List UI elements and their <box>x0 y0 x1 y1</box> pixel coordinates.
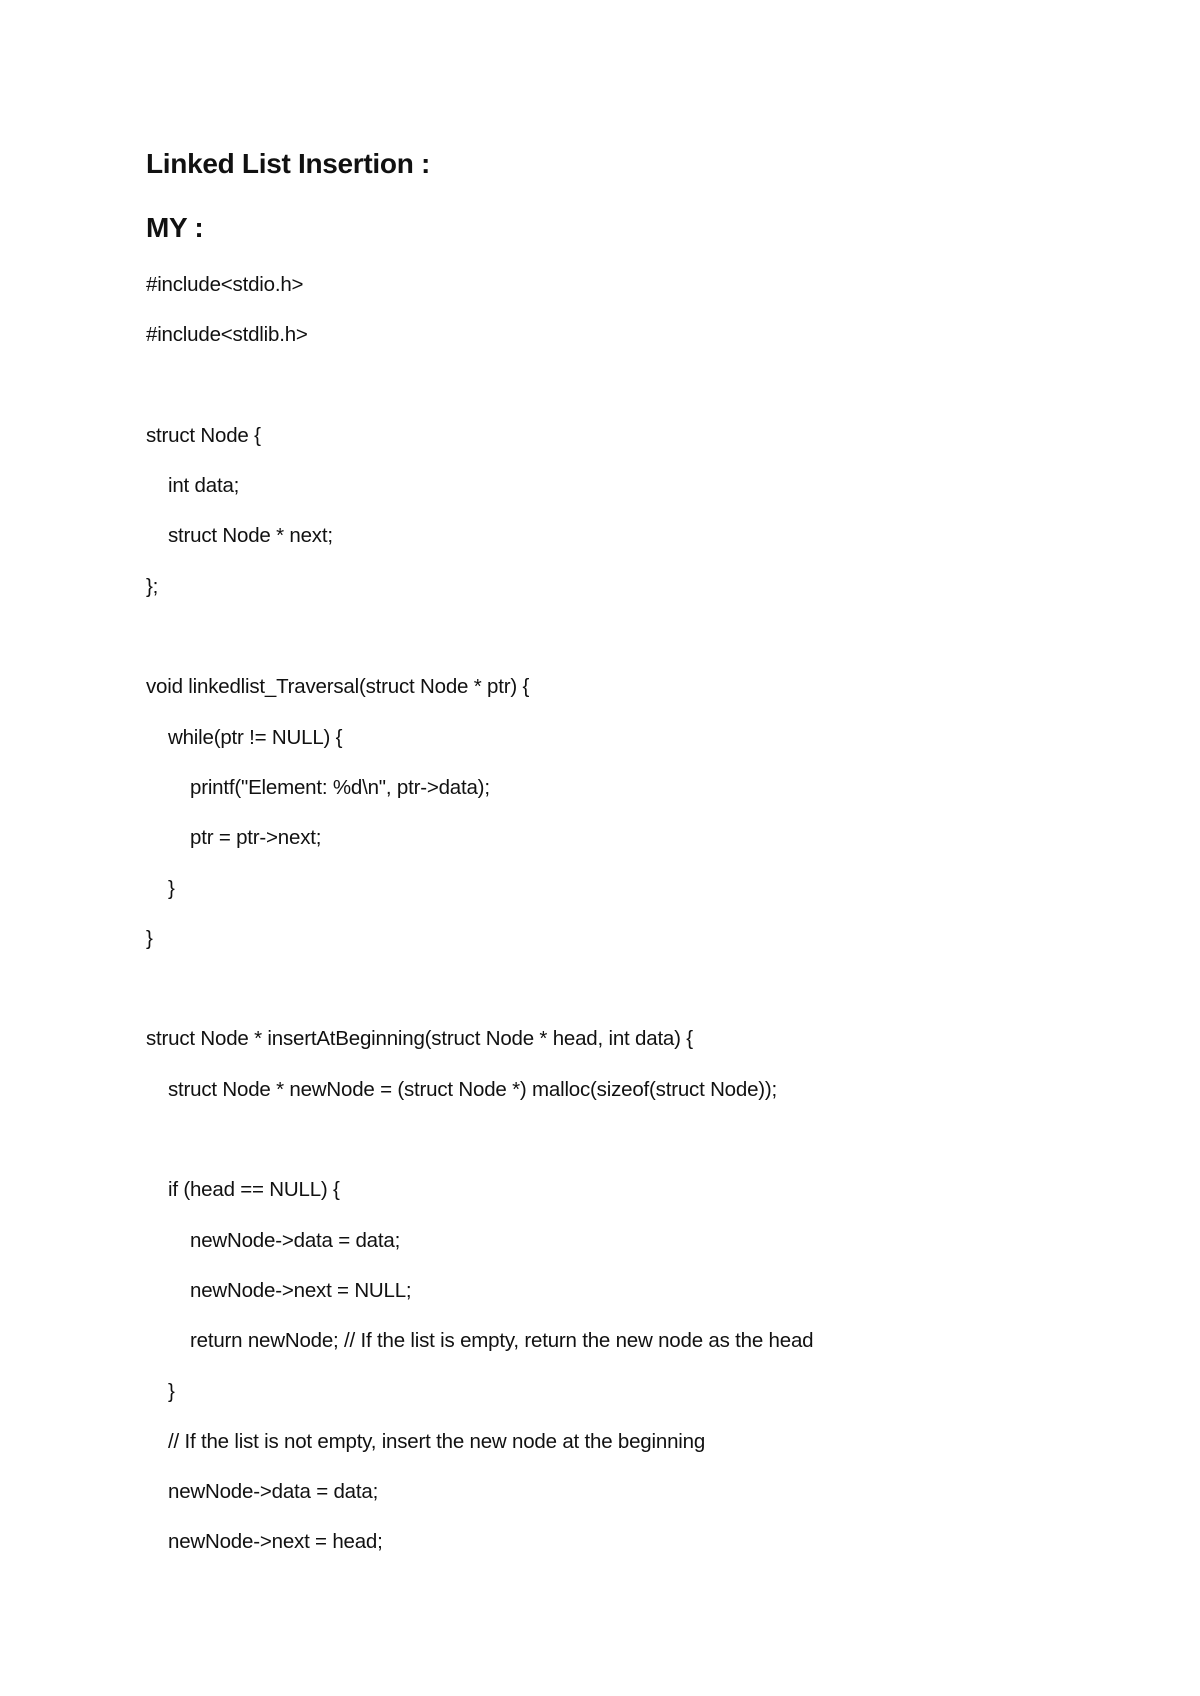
code-line: newNode->data = data; <box>190 1228 401 1252</box>
code-line: newNode->next = NULL; <box>190 1278 412 1302</box>
code-line: // If the list is not empty, insert the new node at the beginning <box>168 1429 706 1453</box>
code-line: struct Node * insertAtBeginning(struct Node * head, int data) { <box>146 1027 693 1051</box>
code-line: if (head == NULL) { <box>168 1178 340 1202</box>
code-line <box>146 1123 813 1173</box>
code-line: }; <box>146 574 159 598</box>
document-title: Linked List Insertion : <box>146 148 431 179</box>
code-line: newNode->next = head; <box>168 1530 383 1554</box>
code-line: newNode->data = data; <box>168 1480 379 1504</box>
document-subtitle: MY : <box>146 212 204 243</box>
code-line <box>146 972 813 1022</box>
code-line <box>146 369 813 419</box>
code-line: struct Node { <box>146 423 261 447</box>
code-line: } <box>168 1379 175 1403</box>
code-line: while(ptr != NULL) { <box>168 725 343 749</box>
code-line <box>146 620 813 670</box>
code-line: return newNode; // If the list is empty, return the new node as the head <box>190 1329 814 1353</box>
code-line: struct Node * next; <box>168 524 333 548</box>
code-line: int data; <box>168 474 240 498</box>
code-line: ptr = ptr->next; <box>190 826 322 850</box>
code-line: void linkedlist_Traversal(struct Node * ptr) { <box>146 675 530 699</box>
code-line: } <box>168 876 175 900</box>
code-line: #include<stdio.h> <box>146 273 304 296</box>
code-line: #include<stdlib.h> <box>146 323 308 347</box>
code-block <box>146 268 813 1576</box>
code-line: } <box>146 926 153 950</box>
code-line: printf("Element: %d\n", ptr->data); <box>190 775 490 799</box>
code-line: struct Node * newNode = (struct Node *) malloc(sizeof(struct Node)); <box>168 1077 778 1101</box>
